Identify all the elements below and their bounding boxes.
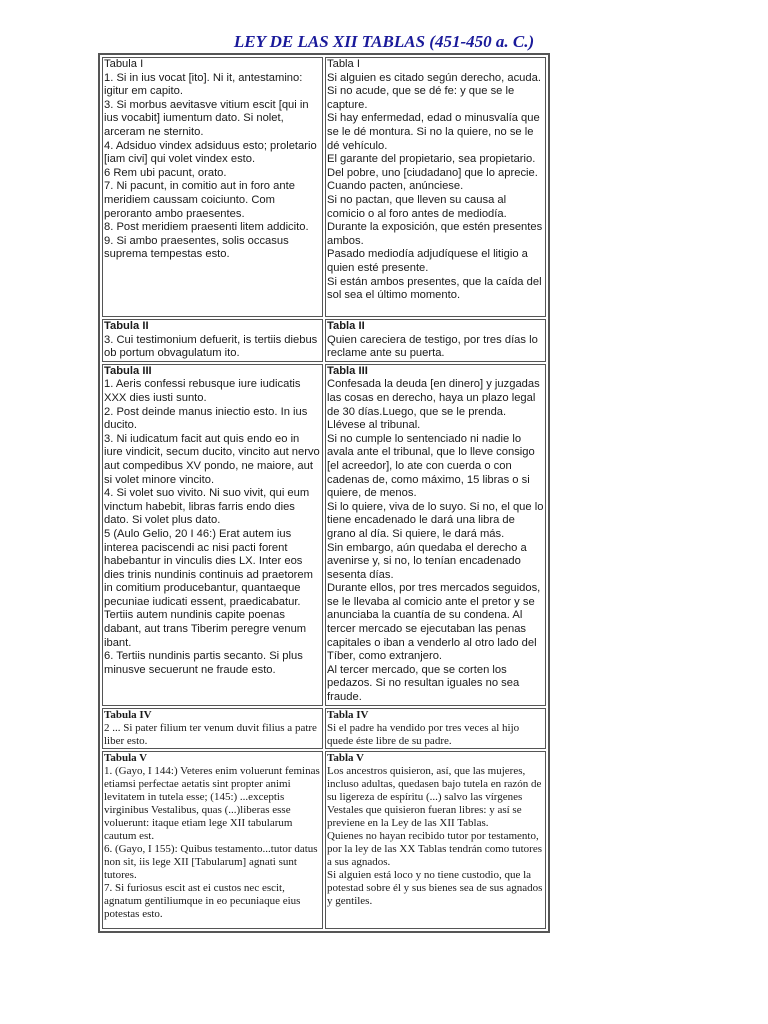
latin-text-cell — [102, 751, 323, 929]
table-heading: Tabula I — [104, 58, 144, 70]
table-heading: Tabla II — [327, 320, 365, 332]
law-clause: Durante ellos, por tres mercados seguidos, se le llevaba al comicio ante el pretor y se anunciaba la cuantía de su condena. Al tercer mercado se ejecutaban las penas capitales o iban a venderlo al otro lado del Tíber, como extranjero. — [327, 582, 541, 663]
table-heading: Tabla IV — [327, 708, 369, 721]
law-clause: 3. Cui testimonium defuerit, is tertiis diebus ob portum obvagulatum ito. — [104, 333, 318, 360]
law-clause: Si el padre ha vendido por tres veces al hijo quede éste libre de su padre. — [327, 721, 520, 747]
law-clause: Si lo quiere, viva de lo suyo. Si no, el que lo tiene encadenado le dará una libra de grano al día. Si quiere, le dará más. — [327, 500, 544, 540]
table-heading: Tabla III — [327, 364, 368, 377]
document-title: LEY DE LAS XII TABLAS (451-450 a. C.) — [233, 32, 535, 51]
table-heading: Tabula III — [104, 364, 152, 377]
law-clause: Si no pactan, que lleven su causa al comicio o al foro antes de mediodía. — [327, 193, 507, 220]
law-clause: 3. Ni iudicatum facit aut quis endo eo in iure vindicit, secum ducito, vincito aut nervo aut compedibus XV pondo, ne maiore, aut si volet minore vincito. — [104, 432, 320, 486]
spanish-text-cell — [325, 319, 546, 362]
law-clause: 6 Rem ubi pacunt, orato. — [104, 166, 227, 179]
law-clause: Durante la exposición, que estén presentes ambos. — [327, 221, 543, 247]
law-clause: Los ancestros quisieron, así, que las mujeres, incluso adultas, quedasen bajo tutela en razón de su ligereza de espíritu (...) salvo las vírgenes Vestales que quisieron fueran libres: y así se previene en la Ley de las XII Tablas. — [327, 764, 542, 829]
spanish-text-cell — [325, 708, 546, 749]
spanish-text-cell — [325, 57, 546, 317]
law-clause: 2. Post deinde manus iniectio esto. In ius ducito. — [104, 405, 308, 432]
law-clause: 7. Si furiosus escit ast ei custos nec escit, agnatum gentiliumque in eo pecuniaque eius potestas esto. — [104, 881, 301, 920]
table-row — [102, 751, 546, 929]
law-clause: 1. Si in ius vocat [ito]. Ni it, antestamino: igitur em capito. — [104, 71, 303, 98]
law-clause: 9. Si ambo praesentes, solis occasus suprema tempestas esto. — [104, 234, 289, 261]
law-clause: Si alguien es citado según derecho, acuda. Si no acude, que se dé fe: y que se le capture. — [327, 71, 541, 111]
table-heading: Tabula IV — [104, 708, 152, 721]
table-heading: Tabula V — [104, 751, 148, 764]
law-clause: Sin embargo, aún quedaba el derecho a avenirse y, si no, lo tenían encadenado sesenta días. — [327, 541, 527, 581]
law-clause: 4. Adsiduo vindex adsiduus esto; proletario [iam civi] qui volet vindex esto. — [104, 139, 317, 166]
law-clause: Si están ambos presentes, que la caída del sol sea el último momento. — [327, 275, 542, 302]
latin-text-cell — [102, 57, 323, 317]
law-clause: 8. Post meridiem praesenti litem addicito. — [104, 221, 309, 234]
latin-text-cell — [102, 364, 323, 706]
law-clause: Confesada la deuda [en dinero] y juzgadas las cosas en derecho, haya un plazo legal de 30 días.Luego, que se le prenda. Llévese al tribunal. — [327, 378, 540, 432]
table-row — [102, 708, 546, 749]
law-clause: 1. Aeris confessi rebusque iure iudicatis XXX dies iusti sunto. — [104, 378, 301, 404]
latin-text-cell — [102, 319, 323, 362]
table-row — [102, 364, 546, 706]
laws-table — [98, 53, 550, 933]
latin-text-cell — [102, 708, 323, 749]
law-clause: Si no cumple lo sentenciado ni nadie lo avala ante el tribunal, que lo lleve consigo [el acreedor], lo ate con cuerda o con cadenas de, como máximo, 15 libras o si quiere, de menos. — [327, 432, 535, 500]
law-clause: 2 ... Si pater filium ter venum duvit filius a patre liber esto. — [104, 721, 317, 747]
law-clause: 3. Si morbus aevitasve vitium escit [qui in ius vocabit] iumentum dato. Si nolet, arceram ne sternito. — [104, 98, 309, 138]
law-clause: Quien careciera de testigo, por tres días lo reclame ante su puerta. — [327, 333, 538, 360]
law-clause: 1. (Gayo, I 144:) Veteres enim voluerunt feminas etiamsi perfectae aetatis sint propter animi levitatem in tutela esse; (145:) ...exceptis virginibus Vestalibus, quas (...)liberas esse voluerunt: itaque etiam lege XII tabularum cautum est. — [104, 764, 320, 842]
law-clause: 4. Si volet suo vivito. Ni suo vivit, qui eum vinctum habebit, libras farris endo dies dato. Si volet plus dato. — [104, 487, 310, 527]
law-clause: Quienes no hayan recibido tutor por testamento, por la ley de las XX Tablas tendrán como tutores a sus agnados. — [327, 829, 542, 868]
law-clause: 6. (Gayo, I 155): Quibus testamento...tutor datus non sit, iis lege XII [Tabularum] agnati sunt tutores. — [104, 842, 318, 881]
law-clause: 5 (Aulo Gelio, 20 I 46:) Erat autem ius interea paciscendi ac nisi pacti forent habebantur in vinculis dies LX. Inter eos dies trinis nundinis continuis ad praetorem in comitium producebantur, quantaeque pecuniae iudicati essent, praedicabatur. Tertiis autem nundinis capite poenas dabant, aut trans Tiberim peregre venum ibant. — [104, 527, 313, 649]
laws-table-body — [102, 57, 546, 929]
law-clause: Si hay enfermedad, edad o minusvalía que se le dé montura. Si no la quiere, no se le dé vehículo. — [327, 112, 540, 152]
law-clause: Al tercer mercado, que se corten los pedazos. Si no resultan iguales no sea fraude. — [327, 663, 520, 704]
law-clause: 6. Tertiis nundinis partis secanto. Si plus minusve secuerunt ne fraude esto. — [104, 650, 303, 676]
table-heading: Tabla V — [327, 751, 364, 764]
law-clause: Si alguien está loco y no tiene custodio, que la potestad sobre él y sus bienes sea de sus agnados y gentiles. — [327, 868, 543, 907]
table-heading: Tabula II — [104, 320, 149, 332]
table-heading: Tabla I — [327, 58, 360, 70]
law-clause: Pasado mediodía adjudíquese el litigio a quien esté presente. — [327, 248, 528, 274]
table-row — [102, 319, 546, 362]
law-clause: 7. Ni pacunt, in comitio aut in foro ante meridiem caussam coiciunto. Com peroranto ambo praesentes. — [104, 180, 295, 220]
spanish-text-cell — [325, 364, 546, 706]
law-clause: El garante del propietario, sea propietario. Del pobre, uno [ciudadano] que lo aprecie. — [327, 153, 538, 179]
table-row — [102, 57, 546, 317]
spanish-text-cell — [325, 751, 546, 929]
law-clause: Cuando pacten, anúnciese. — [327, 180, 464, 193]
